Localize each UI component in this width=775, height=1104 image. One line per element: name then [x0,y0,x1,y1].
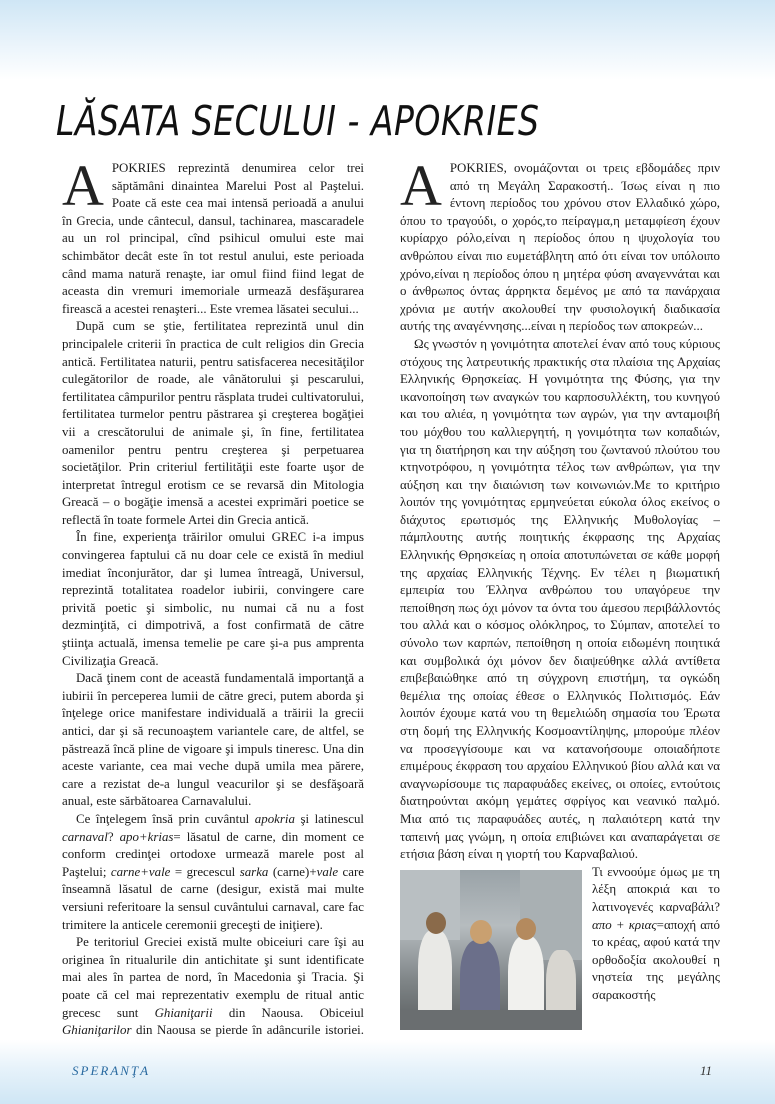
paragraph: În fine, experienţa trăirilor omului GREC i-a impus convingerea faptului că nu doar cele ce există în mediul imediat înconjurător, dar şi lumea întreagă, Universul, reprezintă totalitatea roadelor iubirii, convingere care privită poetic şi simbolic, nu numai că nu a fost dezminţită, ci dimpotrivă, a fost confirmată de către ştiinţa actuală, imensa temelie pe care şi-a pus amprenta Civilizaţia Greacă. [62,530,364,668]
article-title: LĂSATA SECULUI - APOKRIES [56,96,540,145]
paragraph: Τι εννοούμε όμως με τη λέξη αποκριά και το λατινογενές καρναβάλι? απο + κριας=αποχή από το κρέας, αφού κατά την ορθοδοξία ακολουθεί η νηστεία της μεγάλης σαρακοστής [400,864,720,1005]
romanian-column [62,160,364,1040]
carnival-photo [400,870,582,1030]
greek-column [400,160,720,1040]
header-gradient [0,0,775,80]
paragraph: Pe teritoriul Greciei există multe obiceiuri care îşi au originea în ritualurile din antichitate şi sunt identificate mai ales în partea de nord, în Macedonia şi Tracia. Şi poate că cel mai reprezentativ exemplu de ritual antic grecesc sunt Ghianiţarii din Naousa. Obiceiul Ghianiţarilor din Naousa se pierde în adâncurile istoriei. [62,935,364,1038]
paragraph: După cum se ştie, fertilitatea reprezintă unul din principalele criterii în practica de cult religios din Grecia antică. Fertilitatea naturii, pentru satisfacerea necesităţilor culegătorilor de roade, ale vânătorului şi pescarului, fertilitatea câmpurilor pentru răsplata trudei cultivatorului, fertilitatea turmelor pentru păstrarea şi creşterea bogăţiei vii a crescătorului de animale şi, în fine, fertilitatea oamenilor pentru pentru creşterea şi perpetuarea societăţilor. Prin criteriul fertilităţii este foarte uşor de interpretat întregul erotism ce se revarsă din Mitologia Greacă – o bogăţie imensă a acestei exprimări poetice se reflectă în toate formele Artei din Grecia antică. [62,319,364,527]
drop-cap: A [62,160,104,218]
paragraph: APOKRIES reprezintă denumirea celor trei săptămâni dinaintea Marelui Post al Paştelui. Poate că este cea mai intensă perioadă a anului în Grecia, unde cântecul, dansul, tachinarea, mascaradele au un rol principal, cînd psihicul omului este mai schimbător decât este în tot restul anului, este perioada când mama natură renaşte, iar omul fiind fiind legat de aceasta din vremuri imemoriale urmează desfăşurarea firească a acestei renaşteri... Este vremea lăsatei secului... [62,160,364,316]
paragraph: Ce înţelegem însă prin cuvântul apokria şi latinescul carnaval? apo+krias= lăsatul de carne, din moment ce conform credinţei ortodoxe urmează marele post al Paştelui; carne+vale = grecescul sarka (carne)+vale care înseamnă lăsatul de carne (desigur, există mai multe versiuni referitoare la sensul cuvântului carnaval, care fac trimitere la anticele ceremonii greceşti de iniţiere). [62,811,364,932]
drop-cap: A [400,160,442,218]
paragraph: Dacă ţinem cont de această fundamentală importanţă a iubirii în perceperea lumii de către greci, putem aborda şi înţelege orice manifestare individuală a trăirii la grecii antici, dar şi să recunoaştem variantele care, de altfel, se păstrează încă pline de vigoare şi impuls tineresc. Una din aceste variante, cea mai veche după umila mea părere, care a rezistat de-a lungul veacurilor şi se desfăşoară anual, este sărbătoarea Carnavalului. [62,671,364,809]
magazine-name: SPERANŢA [72,1063,151,1078]
page-number: 11 [700,1063,713,1078]
paragraph: APOKRIES, ονομάζονται οι τρεις εβδομάδες πριν από τη Μεγάλη Σαρακοστή.. Ίσως είναι η πιο έντονη περίοδος του χρόνου στον Ελλαδικό χώρο, όπου το τραγούδι, ο χορός,το πείραγμα,η μεταμφίεση έχουν κυρίαρχο ρόλο,είναι η περίοδος όπου η ψυχολογία του ανθρώπου είναι πιο ευμετάβλητη από ότι είναι τον υπόλοιπο χρόνο,είναι η περίοδος όπου η μητέρα φύση αναγεννάται και ο άνθρωπος όντας άρρηκτα δεμένος με από τα πανάρχαια χρόνια με αυτήν ακολουθεί την φυσιολογική διαδικασία αυτής της αναγέννησης...είναι η περίοδος των αποκρεών... [400,160,720,334]
paragraph: Ως γνωστόν η γονιμότητα αποτελεί έναν από τους κύριους στόχους της λατρευτικής πρακτικής στα πλαίσια της Αρχαίας Ελληνικής Θρησκείας. Η γονιμότητα της Φύσης, για την ικανοποίηση των αναγκών του καρποσυλλέκτη, του κυνηγού και του αλιέα, η γονιμότητα των αγρών, για την ανταμοιβή του μόχθου του καλλιεργητή, η γονιμότητα των κοπαδιών, για τη διατήρηση και την αύξηση του ζωντανού πλούτου του κτηνοτρόφου, η γονιμότητα τέλος των ανθρώπων, για την αύξηση και την διαιώνιση των κοινωνιών.Με το κριτήριο λοιπόν της γονιμότητας ερμηνεύεται εύκολα όλος εκείνος ο διάχυτος ερωτισμός της Ελληνικής Μυθολογίας – πάμπλουτης αυτής ποιητικής έκφρασης της Αρχαίας Ελληνικής Θρησκείας η οποία αποτυπώνεται σε κάθε μορφή της αρχαίας Ελληνικής Τέχνης. Εν τέλει η βιωματική εμπειρία του Έλληνα ανθρώπου του υπαγόρευε την πεποίθηση πως όχι μόνον τα όντα του άμεσου περιβάλλοντός του αλλά και ο κόσμος ολόκληρος, το Σύμπαν, αποτελεί το σύνολο των καρπών, πεποίθηση η οποία ειδωμένη ποιητικά και συμβολικά όχι μόνον δεν διαψεύθηκε αλλά αντίθετα επιβεβαιώθηκε από τη σύγχρονη επιστήμη, τα ογκώδη θεμέλια της οποίας έθεσε ο Ελληνικός Πολιτισμός. Εάν λοιπόν έχουμε κατά νου τη θεμελιώδη σημασία του Έρωτα στη δομή της Ελληνικής Κοσμοαντίληψης, μπορούμε πλέον να προσεγγίσουμε και να κατανοήσουμε οποιαδήποτε επιμέρους έκφραση του αρχαίου Ελληνικού βίου αλλά και να αναγνωρίσουμε τις παραφυάδες εκείνες, οι οποίες, εντούτοις διατηρούνται ακόμη γεμάτες σφρίγος και νεανικό παλμό. Μια από τις παραφυάδες αυτές, η παλαιότερη κατά την ταπεινή μας γνώμη, η οποία επιβιώνει και αναπαράγεται σε ετήσια βάση είναι η γιορτή του Καρναβαλιού. [400,336,720,862]
